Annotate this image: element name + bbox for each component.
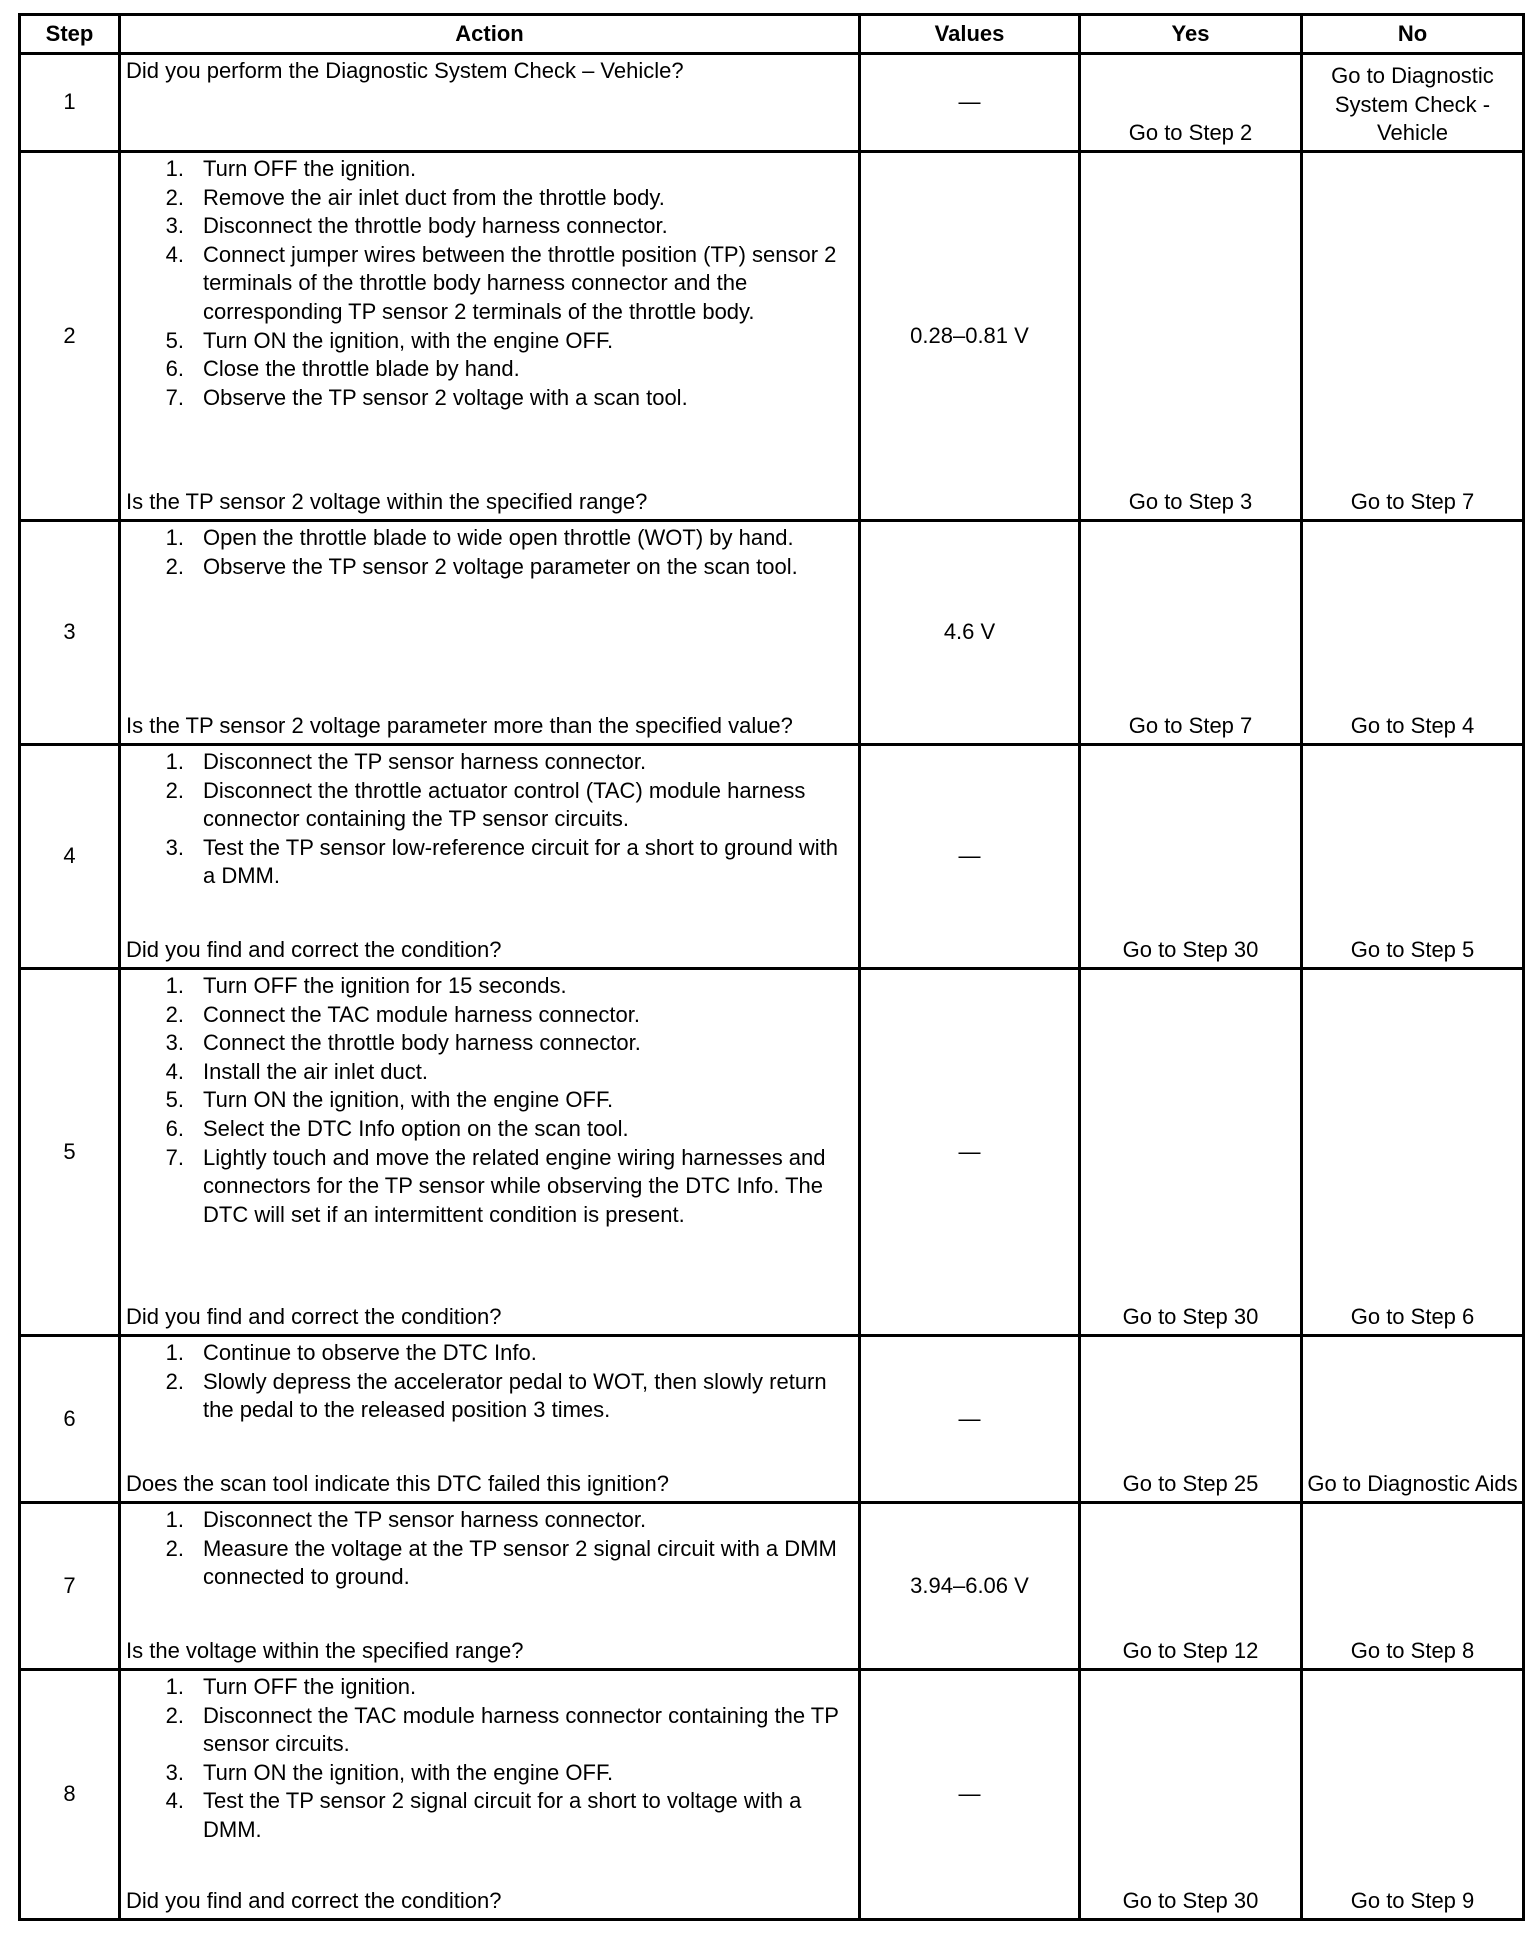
action-item: [126, 1115, 852, 1144]
action-item-text: Turn ON the ignition, with the engine OFF.: [203, 327, 614, 353]
action-cell: [120, 745, 860, 969]
step-number: 5: [20, 969, 120, 1336]
action-item-number: 1.: [165, 749, 184, 774]
yes-cell: Go to Step 30: [1080, 969, 1302, 1336]
action-item-number: 3.: [165, 1759, 184, 1785]
no-cell: Go to Step 6: [1302, 969, 1524, 1336]
action-item: [126, 1535, 852, 1592]
action-item: [126, 972, 852, 1001]
action-item-text: Turn OFF the ignition.: [203, 156, 417, 181]
action-item: [126, 355, 852, 384]
action-item: [126, 1368, 852, 1425]
yes-cell: Go to Step 25: [1080, 1336, 1302, 1503]
action-item-text: Disconnect the TP sensor harness connector.: [203, 1507, 647, 1532]
action-item: [126, 1144, 852, 1230]
action-item-text: Connect the throttle body harness connector.: [203, 1030, 641, 1056]
action-item: [126, 834, 852, 891]
table-row: [20, 54, 1524, 152]
action-item-text: Continue to observe the DTC Info.: [203, 1340, 537, 1365]
action-item-number: 2.: [165, 1535, 184, 1561]
action-cell: [120, 969, 860, 1336]
action-item-number: 4.: [165, 1788, 184, 1814]
action-item-text: Slowly depress the accelerator pedal to WOT, then slowly return the pedal to the released position 3 times.: [203, 1368, 827, 1423]
header-values: Values: [860, 15, 1080, 54]
table-row: [20, 969, 1524, 1336]
table-row: [20, 745, 1524, 969]
table-row: [20, 1336, 1524, 1503]
action-question: Did you find and correct the condition?: [126, 937, 502, 963]
values-cell: —: [860, 1670, 1080, 1920]
values-cell: 3.94–6.06 V: [860, 1503, 1080, 1670]
action-item-number: 4.: [165, 241, 184, 267]
header-yes: Yes: [1080, 15, 1302, 54]
diagnostic-table: [18, 13, 1525, 1921]
no-cell: Go to Step 5: [1302, 745, 1524, 969]
action-item-text: Open the throttle blade to wide open throttle (WOT) by hand.: [203, 525, 794, 550]
action-item-number: 7.: [165, 1144, 184, 1170]
action-item: [126, 1759, 852, 1788]
action-item-text: Select the DTC Info option on the scan tool.: [203, 1115, 629, 1141]
action-cell: [120, 152, 860, 521]
action-item: [126, 524, 852, 553]
action-item: [126, 184, 852, 213]
action-question: Did you find and correct the condition?: [126, 1304, 502, 1330]
action-cell: [120, 1336, 860, 1503]
action-item-text: Disconnect the TAC module harness connector containing the TP sensor circuits.: [203, 1702, 839, 1757]
values-cell: —: [860, 1336, 1080, 1503]
no-cell: Go to Step 4: [1302, 521, 1524, 745]
action-item-number: 1.: [165, 1507, 184, 1532]
action-item: [126, 155, 852, 184]
action-item-number: 2.: [165, 1001, 184, 1027]
action-item-number: 4.: [165, 1058, 184, 1084]
table-row: [20, 521, 1524, 745]
action-item: [126, 1001, 852, 1030]
action-item-number: 1.: [165, 973, 184, 998]
action-item-text: Observe the TP sensor 2 voltage with a scan tool.: [203, 384, 688, 410]
action-item-number: 5.: [165, 1087, 184, 1113]
action-question: Is the TP sensor 2 voltage within the specified range?: [126, 489, 648, 515]
action-list: [126, 972, 852, 1229]
step-number: 7: [20, 1503, 120, 1670]
action-question: Is the voltage within the specified range?: [126, 1638, 524, 1664]
action-item: [126, 1029, 852, 1058]
action-item-text: Connect the TAC module harness connector.: [203, 1001, 640, 1027]
action-item-text: Remove the air inlet duct from the throttle body.: [203, 184, 665, 210]
action-list: [126, 1339, 852, 1425]
values-cell: —: [860, 54, 1080, 152]
action-item-text: Close the throttle blade by hand.: [203, 356, 520, 382]
action-item-text: Lightly touch and move the related engine wiring harnesses and connectors for the TP sensor while observing the DTC Info. The DTC will set if an intermittent condition is present.: [203, 1144, 826, 1227]
action-item-number: 2.: [165, 1368, 184, 1394]
table-row: [20, 1503, 1524, 1670]
action-item-text: Disconnect the throttle body harness connector.: [203, 213, 668, 239]
action-cell: [120, 1503, 860, 1670]
yes-cell: Go to Step 30: [1080, 1670, 1302, 1920]
action-item-text: Turn ON the ignition, with the engine OFF.: [203, 1087, 614, 1113]
action-item-number: 3.: [165, 1030, 184, 1056]
action-item-text: Install the air inlet duct.: [203, 1058, 429, 1084]
header-action: Action: [120, 15, 860, 54]
values-cell: —: [860, 969, 1080, 1336]
action-cell: [120, 54, 860, 152]
action-item-number: 3.: [165, 834, 184, 860]
action-item: [126, 1086, 852, 1115]
yes-cell: Go to Step 7: [1080, 521, 1302, 745]
action-item: [126, 384, 852, 413]
values-cell: —: [860, 745, 1080, 969]
action-item: [126, 1506, 852, 1535]
action-list: [126, 748, 852, 891]
header-no: No: [1302, 15, 1524, 54]
action-item-text: Disconnect the throttle actuator control (TAC) module harness connector containing the TP sensor circuits.: [203, 777, 806, 832]
action-intro: Did you perform the Diagnostic System Check – Vehicle?: [126, 58, 684, 83]
action-item: [126, 748, 852, 777]
values-cell: 0.28–0.81 V: [860, 152, 1080, 521]
no-cell: Go to Diagnostic System Check - Vehicle: [1302, 54, 1524, 152]
step-number: 4: [20, 745, 120, 969]
yes-cell: Go to Step 3: [1080, 152, 1302, 521]
action-list: [126, 1673, 852, 1845]
yes-cell: Go to Step 30: [1080, 745, 1302, 969]
action-item-number: 7.: [165, 384, 184, 410]
action-item-number: 1.: [165, 156, 184, 181]
action-item: [126, 1702, 852, 1759]
action-item: [126, 212, 852, 241]
action-item-number: 6.: [165, 1115, 184, 1141]
action-question: Is the TP sensor 2 voltage parameter more than the specified value?: [126, 713, 793, 739]
action-cell: [120, 521, 860, 745]
action-item-number: 2.: [165, 184, 184, 210]
action-item: [126, 241, 852, 327]
values-cell: 4.6 V: [860, 521, 1080, 745]
step-number: 6: [20, 1336, 120, 1503]
action-item-text: Test the TP sensor 2 signal circuit for a short to voltage with a DMM.: [203, 1788, 802, 1842]
table-row: [20, 1670, 1524, 1920]
action-item: [126, 777, 852, 834]
action-item-text: Measure the voltage at the TP sensor 2 signal circuit with a DMM connected to ground.: [203, 1535, 837, 1590]
action-item-number: 1.: [165, 1340, 184, 1365]
step-number: 1: [20, 54, 120, 152]
step-number: 2: [20, 152, 120, 521]
action-item-number: 5.: [165, 327, 184, 353]
no-cell: Go to Step 9: [1302, 1670, 1524, 1920]
action-item-number: 6.: [165, 356, 184, 382]
action-question: Did you find and correct the condition?: [126, 1888, 502, 1914]
action-item-text: Turn OFF the ignition.: [203, 1674, 417, 1699]
action-item-text: Turn OFF the ignition for 15 seconds.: [203, 973, 567, 998]
table-row: [20, 152, 1524, 521]
action-item-number: 2.: [165, 553, 184, 579]
action-item-text: Connect jumper wires between the throttle position (TP) sensor 2 terminals of the throttle body harness connector and the corresponding TP sensor 2 terminals of the throttle body.: [203, 241, 837, 324]
action-item-text: Test the TP sensor low-reference circuit for a short to ground with a DMM.: [203, 834, 839, 889]
action-list: [126, 1506, 852, 1592]
step-number: 8: [20, 1670, 120, 1920]
no-cell: Go to Diagnostic Aids: [1302, 1336, 1524, 1503]
action-item: [126, 327, 852, 356]
header-row: [20, 15, 1524, 54]
yes-cell: Go to Step 12: [1080, 1503, 1302, 1670]
action-item-number: 2.: [165, 1702, 184, 1728]
action-cell: [120, 1670, 860, 1920]
action-item-number: 3.: [165, 213, 184, 239]
action-item: [126, 1787, 852, 1844]
step-number: 3: [20, 521, 120, 745]
action-item-number: 1.: [165, 525, 184, 550]
action-item: [126, 1339, 852, 1368]
action-item-number: 1.: [165, 1674, 184, 1699]
yes-cell: Go to Step 2: [1080, 54, 1302, 152]
no-cell: Go to Step 7: [1302, 152, 1524, 521]
action-list: [126, 524, 852, 581]
action-item-text: Observe the TP sensor 2 voltage parameter on the scan tool.: [203, 553, 798, 579]
action-list: [126, 155, 852, 412]
no-cell: Go to Step 8: [1302, 1503, 1524, 1670]
action-item: [126, 553, 852, 582]
table-body: [20, 54, 1524, 1920]
action-question: Does the scan tool indicate this DTC failed this ignition?: [126, 1471, 669, 1497]
action-item: [126, 1673, 852, 1702]
action-item-text: Disconnect the TP sensor harness connector.: [203, 749, 647, 774]
action-item-number: 2.: [165, 777, 184, 803]
action-item-text: Turn ON the ignition, with the engine OFF.: [203, 1759, 614, 1785]
header-step: Step: [20, 15, 120, 54]
action-item: [126, 1058, 852, 1087]
